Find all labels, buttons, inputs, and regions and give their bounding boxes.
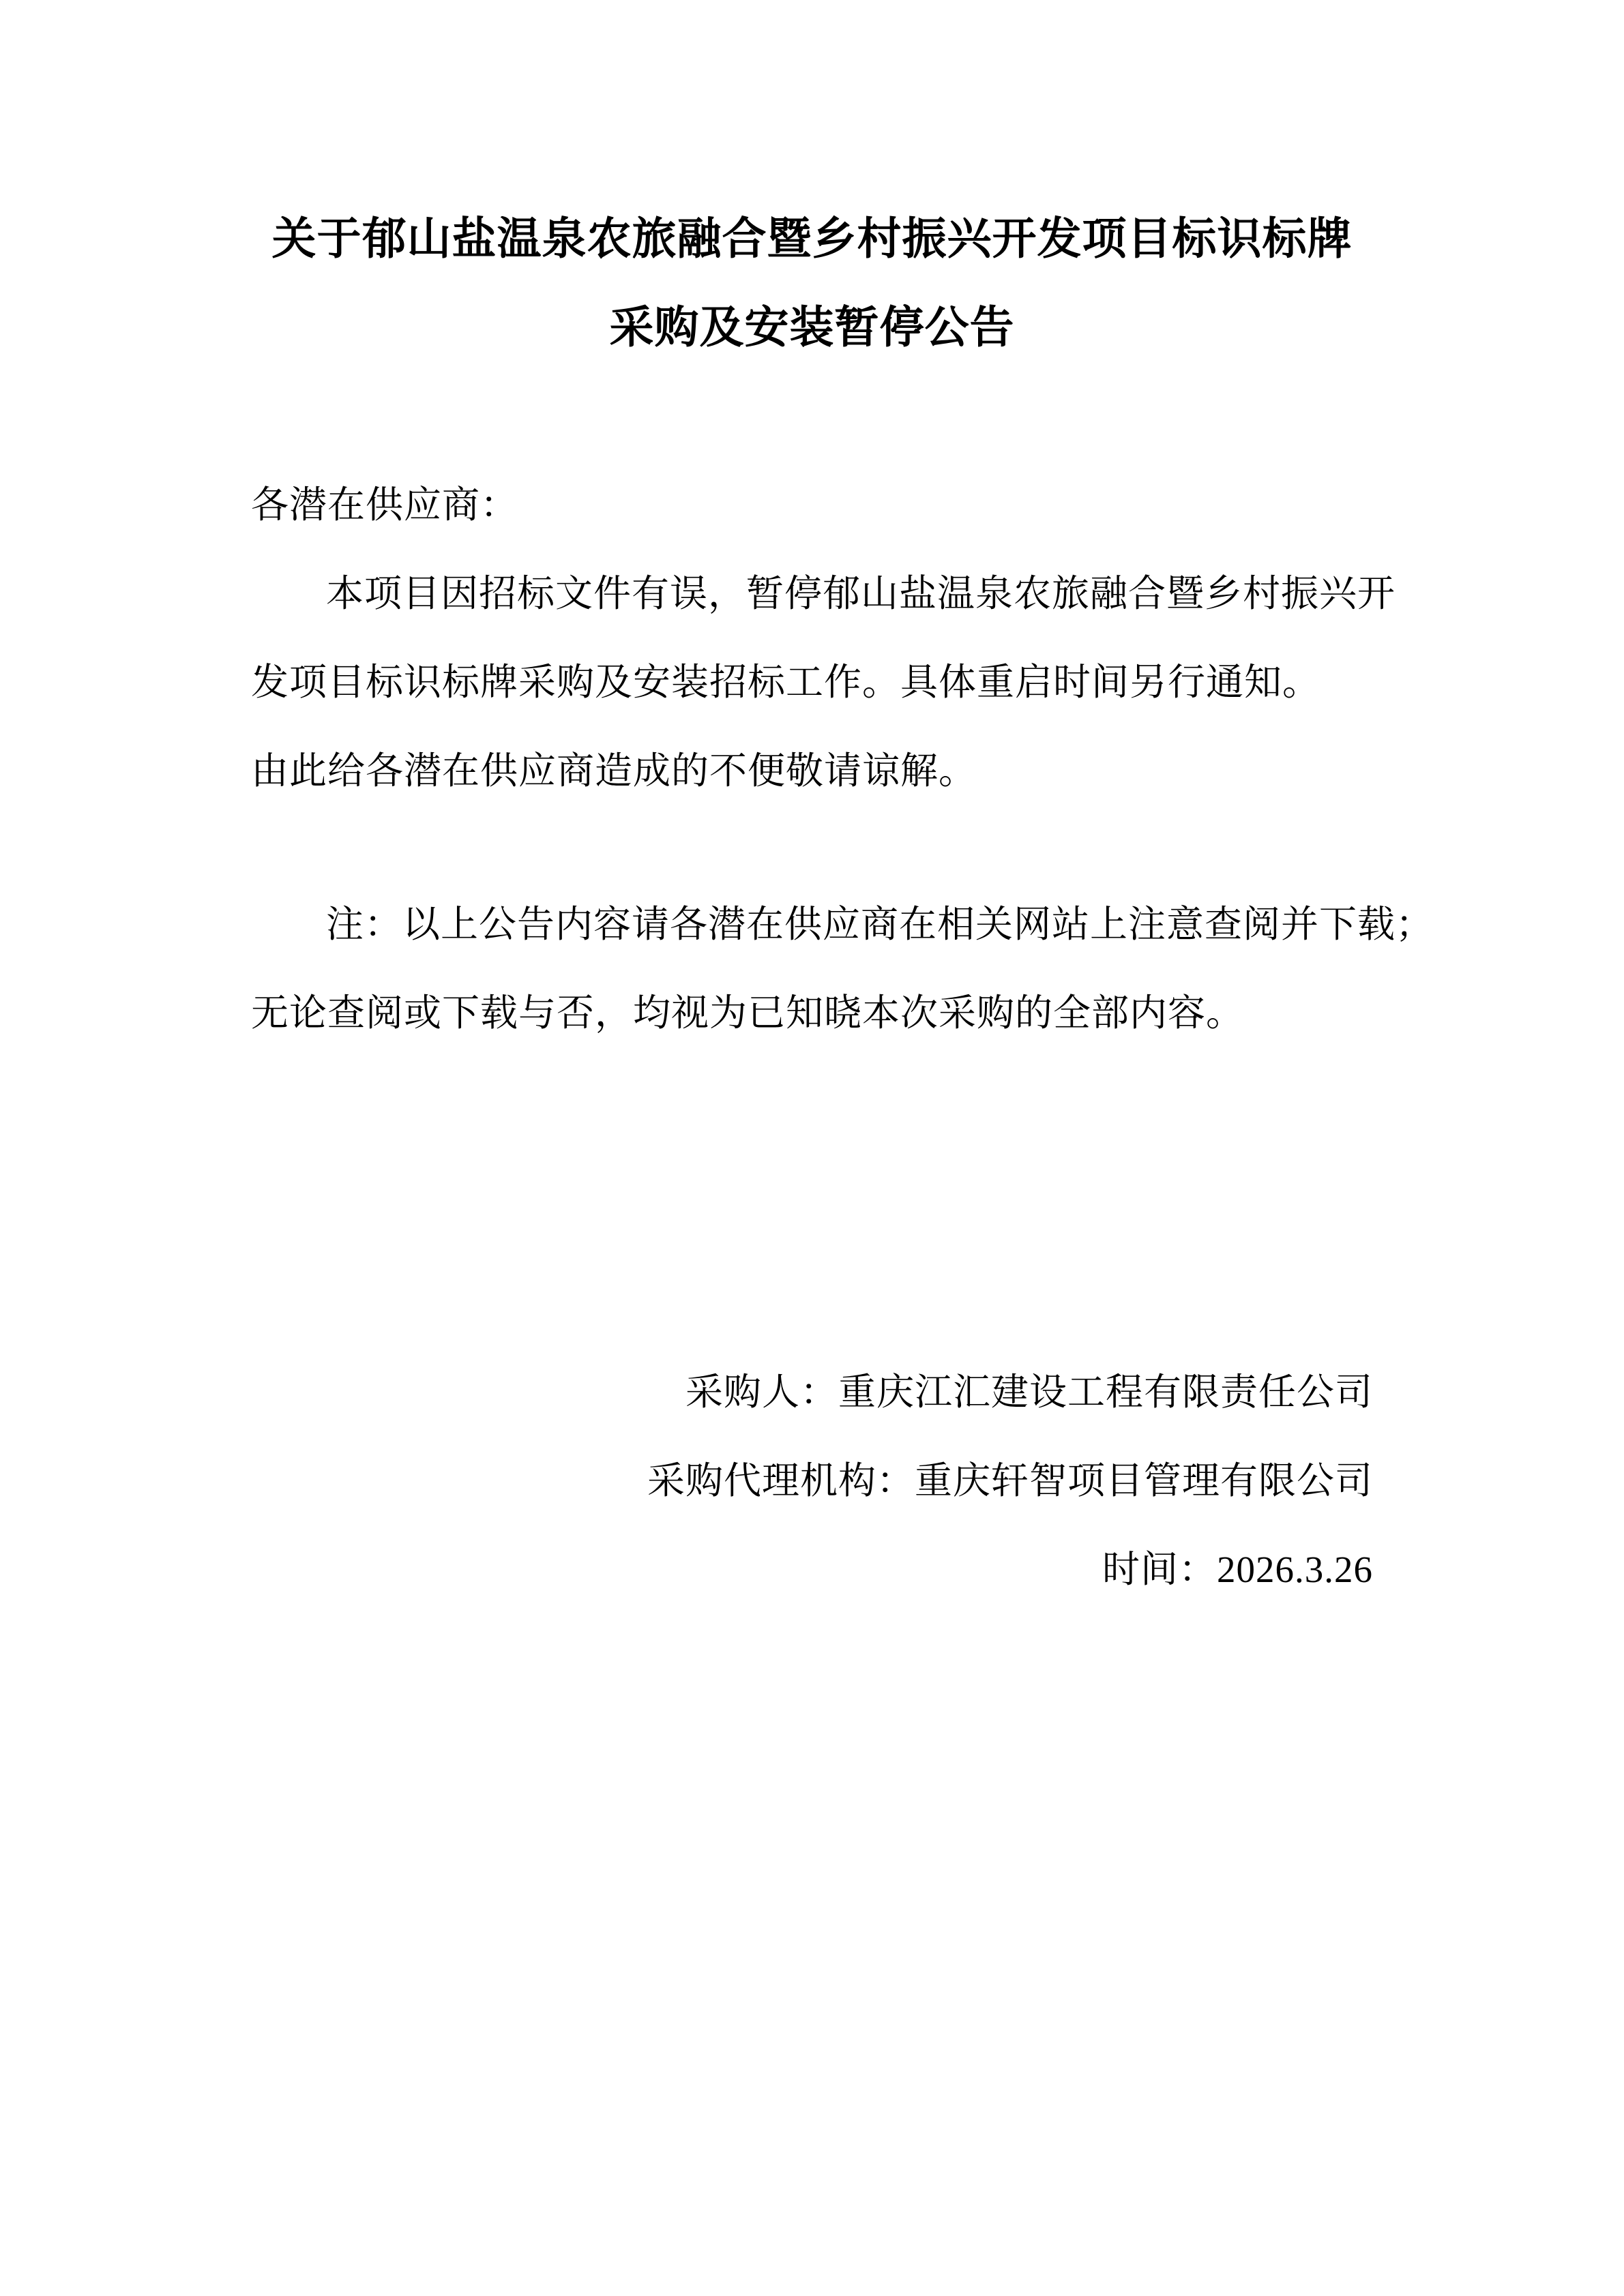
document-title-line2: 采购及安装暂停公告 — [609, 303, 1015, 353]
signoff-purchaser-line — [251, 1348, 1373, 1437]
signoff-date-value: 2026.3.26 — [1217, 1549, 1373, 1590]
note-line1: 注：以上公告内容请各潜在供应商在相关网站上注意查阅并下载； — [326, 904, 1434, 945]
signoff-date-line — [251, 1525, 1373, 1614]
signoff-agency-value: 重庆轩智项目管理有限公司 — [914, 1460, 1373, 1502]
signoff-purchaser-value: 重庆江汇建设工程有限责任公司 — [838, 1371, 1373, 1413]
body-paragraph-line2: 发项目标识标牌采购及安装招标工作。具体重启时间另行通知。 — [251, 661, 1321, 703]
salutation: 各潜在供应商： — [251, 484, 519, 526]
signoff-agency-label: 采购代理机构： — [647, 1460, 915, 1502]
body-paragraph-line1: 本项目因招标文件有误，暂停郁山盐温泉农旅融合暨乡村振兴开 — [326, 573, 1396, 614]
note-line2: 无论查阅或下载与否，均视为已知晓本次采购的全部内容。 — [251, 992, 1245, 1034]
signoff-date-label: 时间： — [1102, 1549, 1217, 1590]
signoff-purchaser-label: 采购人： — [685, 1371, 838, 1413]
body-paragraph-line3: 由此给各潜在供应商造成的不便敬请谅解。 — [251, 750, 977, 792]
document-title-line1: 关于郁山盐温泉农旅融合暨乡村振兴开发项目标识标牌 — [271, 215, 1353, 264]
signoff-agency-line — [251, 1437, 1373, 1525]
